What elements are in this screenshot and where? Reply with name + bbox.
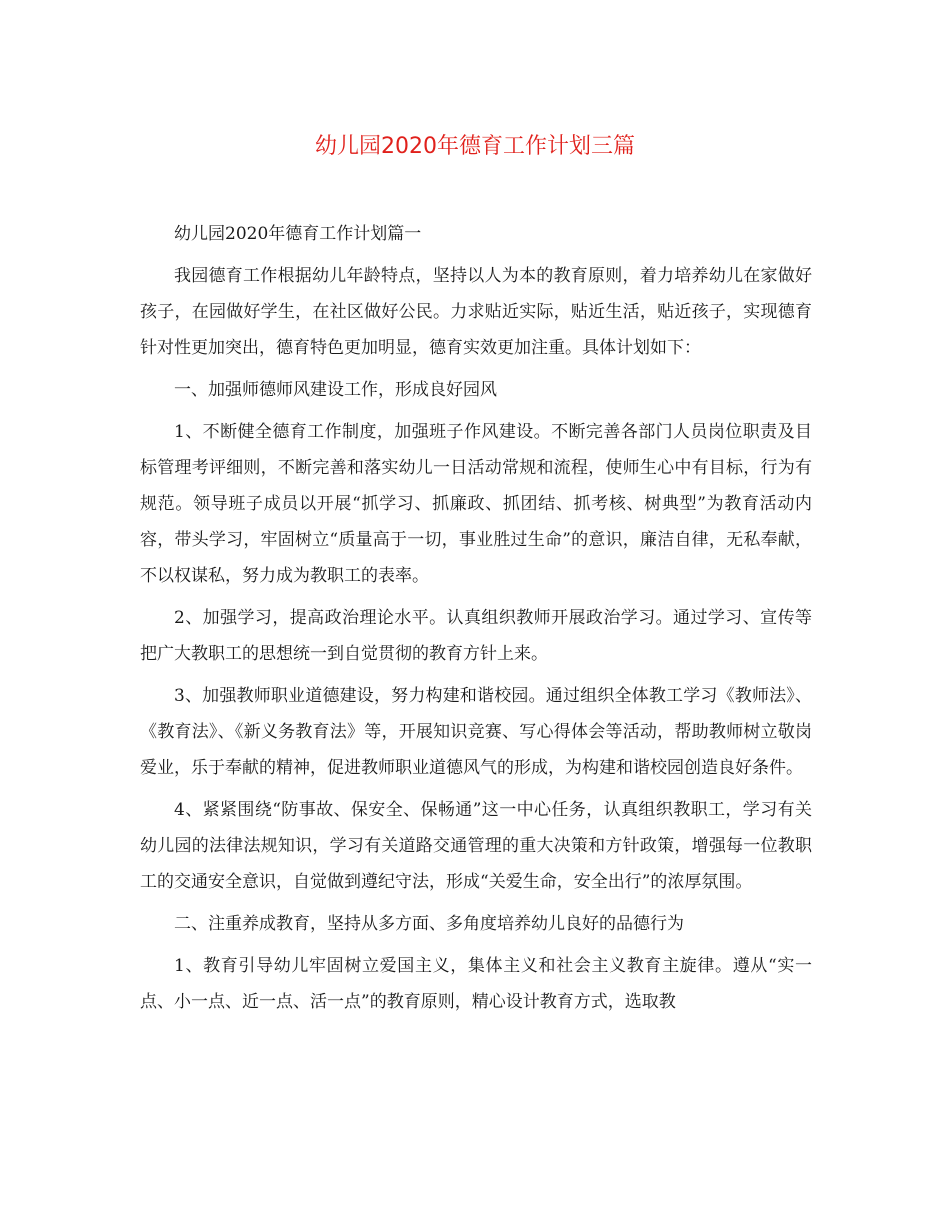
section-heading: 一、加强师德师风建设工作，形成良好园风: [174, 380, 497, 400]
body-paragraph: 1、不断健全德育工作制度，加强班子作风建设。不断完善各部门人员岗位职责及目标管理考评细则，不断完善和落实幼儿一日活动常规和流程，使师生心中有目标，行为有规范。领导班子成员以开展“抓学习、抓廉政、抓团结、抓考核、树典型”为教育活动内容，带头学习，牢固树立“质量高于一切，事业胜过生命”的意识，廉洁自律，无私奉献，不以权谋私，努力成为教职工的表率。: [140, 422, 812, 586]
body-paragraph: 我园德育工作根据幼儿年龄特点，坚持以人为本的教育原则，着力培养幼儿在家做好孩子，在园做好学生，在社区做好公民。力求贴近实际，贴近生活，贴近孩子，实现德育针对性更加突出，德育特色更加明显，德育实效更加注重。具体计划如下：: [140, 266, 812, 358]
section-heading: 二、注重养成教育，坚持从多方面、多角度培养幼儿良好的品德行为: [174, 914, 684, 934]
document-title: 幼儿园2020年德育工作计划三篇: [315, 134, 635, 159]
document-body: [140, 216, 812, 1026]
body-paragraph: 2、加强学习，提高政治理论水平。认真组织教师开展政治学习。通过学习、宣传等把广大教职工的思想统一到自觉贯彻的教育方针上来。: [140, 608, 812, 664]
section-heading: 幼儿园2020年德育工作计划篇一: [174, 224, 422, 244]
body-paragraph: 3、加强教师职业道德建设，努力构建和谐校园。通过组织全体教工学习《教师法》、《教育法》、《新义务教育法》等，开展知识竞赛、写心得体会等活动，帮助教师树立敬岗爱业，乐于奉献的精神，促进教师职业道德风气的形成，为构建和谐校园创造良好条件。: [140, 686, 812, 778]
body-paragraph: 4、紧紧围绕“防事故、保安全、保畅通”这一中心任务，认真组织教职工，学习有关幼儿园的法律法规知识，学习有关道路交通管理的重大决策和方针政策，增强每一位教职工的交通安全意识，自觉做到遵纪守法，形成“关爱生命，安全出行”的浓厚氛围。: [140, 800, 812, 892]
body-paragraph: 1、教育引导幼儿牢固树立爱国主义，集体主义和社会主义教育主旋律。遵从“实一点、小一点、近一点、活一点”的教育原则，精心设计教育方式，选取教: [140, 956, 812, 1012]
